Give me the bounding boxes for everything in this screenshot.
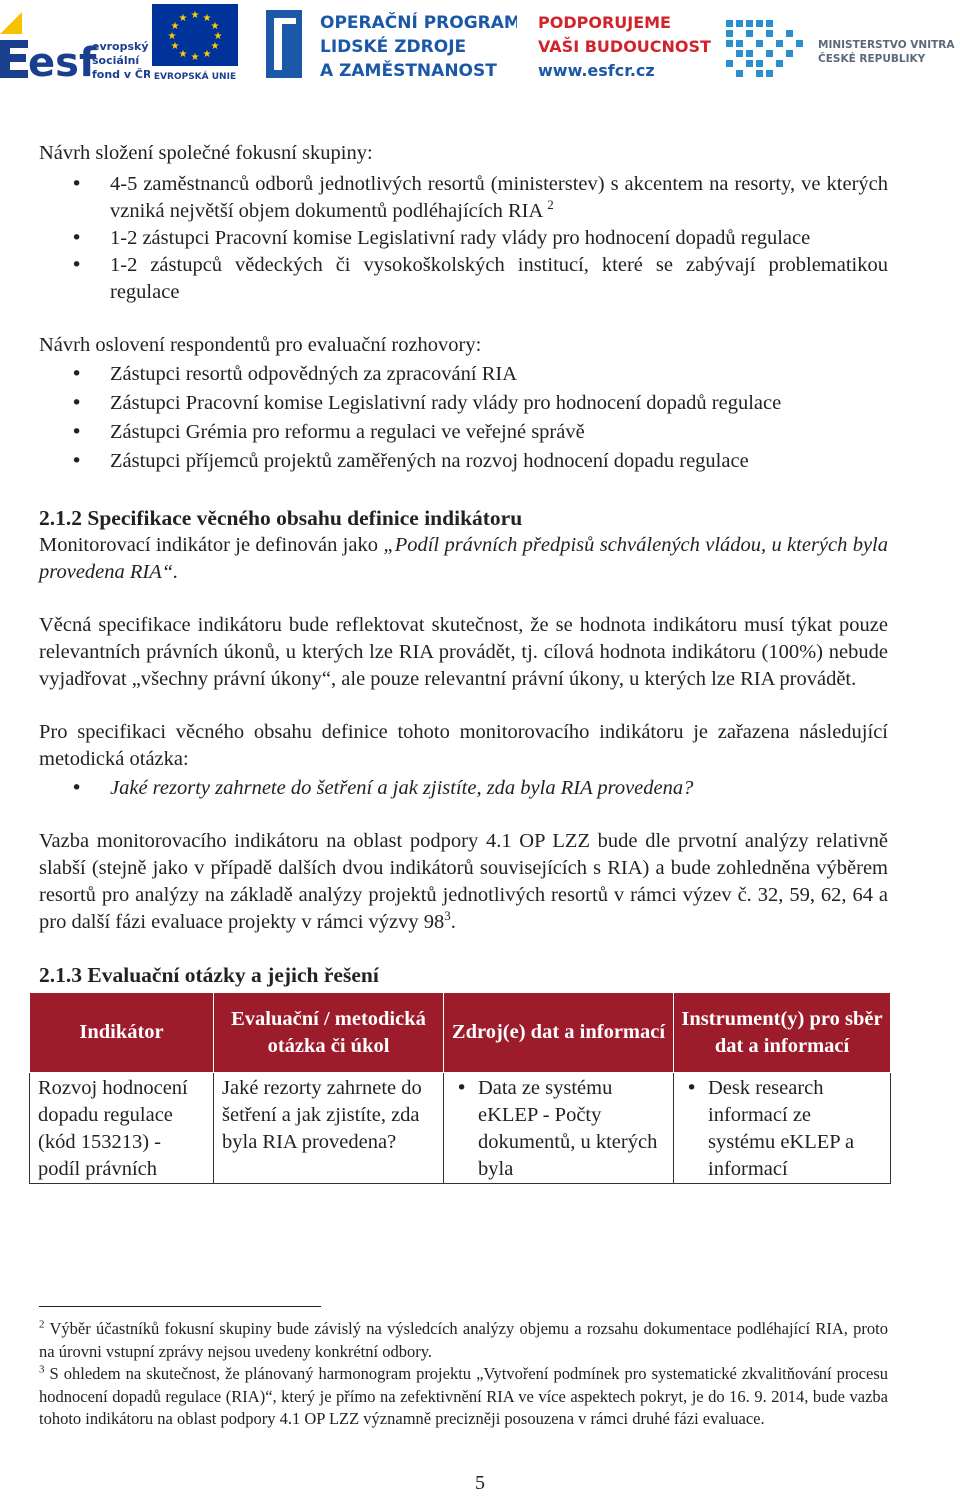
list-item: • Zástupci příjemců projektů zaměřených na rozvoj hodnocení dopadu regulace	[39, 448, 888, 475]
specification-paragraph: Věcná specifikace indikátoru bude reflektovat skutečnost, že se hodnota indikátoru musí týkat pouze relevantních právních úkonů, u kterých lze RIA provádět, tj. cílová hodnota indikátoru (100%) nebude vyjadřovat „všechny právní úkony“, ale pouze relevantní právní úkony, u kterých lze RIA provádět.	[39, 614, 888, 690]
footnotes	[39, 1318, 888, 1431]
header-logos	[0, 0, 960, 92]
svg-text:★: ★	[178, 49, 188, 60]
focus-group-list	[39, 171, 888, 306]
svg-text:★: ★	[210, 21, 220, 32]
svg-text:★: ★	[190, 52, 200, 63]
footnote-2-number: 2	[39, 1318, 45, 1331]
respondents-heading: Návrh oslovení respondentů pro evaluační rozhovory:	[39, 334, 482, 356]
footnote-separator	[39, 1306, 321, 1307]
ministry-graphic	[724, 14, 960, 84]
evaluation-table	[29, 992, 891, 1184]
svg-text:★: ★	[202, 13, 212, 24]
header-question: Evaluační / metodická otázka či úkol	[214, 993, 444, 1073]
op-lzz-graphic	[262, 4, 517, 84]
focus-item-1-text: 4-5 zaměstnanců odborů jednotlivých resortů (ministerstev) s akcentem na resorty, ve kterých vzniká největší objem dokumentů podléhajících RIA	[110, 173, 888, 222]
section-2-1-2-title: 2.1.2 Specifikace věcného obsahu definice indikátoru	[39, 506, 523, 530]
footnote-2	[39, 1318, 888, 1363]
eu-label: EVROPSKÁ UNIE	[153, 72, 237, 82]
list-item	[39, 225, 888, 252]
svg-text:★: ★	[190, 10, 200, 21]
cell-sources: • Data ze systému eKLEP - Počty dokumentů, u kterých byla	[444, 1073, 674, 1184]
eu-flag-icon	[152, 4, 240, 82]
table-header-row	[30, 993, 891, 1073]
svg-text:★: ★	[167, 31, 177, 42]
footnote-3-number: 3	[39, 1363, 45, 1376]
definition-text: „Podíl právních předpisů schválených vládou, u kterých byla provedena RIA“.	[39, 534, 888, 583]
ministry-line-2: ČESKÉ REPUBLIKY	[818, 53, 926, 65]
cell-indicator: Rozvoj hodnocení dopadu regulace (kód 153213) - podíl právních	[30, 1073, 214, 1184]
svg-text:★: ★	[213, 31, 223, 42]
definition-intro: Monitorovací indikátor je definován jako	[39, 534, 384, 556]
document-body	[39, 140, 888, 1184]
op-lzz-logo	[262, 4, 517, 84]
cell-instruments: • Desk research informací ze systému eKLEP a informací	[674, 1073, 891, 1184]
support-slogan-graphic	[536, 4, 716, 84]
svg-text:★: ★	[210, 41, 220, 52]
op-title-1: OPERAČNÍ PROGRAM	[320, 13, 517, 33]
cell-question: Jaké rezorty zahrnete do šetření a jak zjistíte, zda byla RIA provedena?	[214, 1073, 444, 1184]
op-title-2: LIDSKÉ ZDROJE	[320, 37, 467, 57]
focus-group-heading: Návrh složení společné fokusní skupiny:	[39, 142, 373, 164]
eu-flag-logo	[152, 4, 240, 82]
methodical-question-list	[39, 775, 888, 802]
support-line-1: PODPORUJEME	[538, 13, 671, 32]
list-item: • Jaké rezorty zahrnete do šetření a jak zjistíte, zda byla RIA provedena?	[39, 775, 888, 802]
footnote-3	[39, 1363, 888, 1431]
list-item	[39, 171, 888, 225]
section-2-1-3-title: 2.1.3 Evaluační otázky a jejich řešení	[39, 963, 379, 987]
ministry-logo	[724, 14, 960, 84]
linkage-paragraph	[39, 828, 888, 936]
list-item: • Zástupci Pracovní komise Legislativní rady vlády pro hodnocení dopadů regulace	[39, 390, 888, 417]
support-url: www.esfcr.cz	[538, 61, 655, 80]
op-title-3: A ZAMĚSTNANOST	[320, 61, 497, 81]
methodical-question-intro: Pro specifikaci věcného obsahu definice tohoto monitorovacího indikátoru je zařazena následující metodická otázka:	[39, 721, 888, 770]
respondents-list	[39, 361, 888, 475]
focus-item-2-text: 1-2 zástupci Pracovní komise Legislativní rady vlády pro hodnocení dopadů regulace	[110, 227, 811, 249]
linkage-end: .	[450, 911, 456, 933]
page-number: 5	[475, 1472, 485, 1494]
esf-logo-graphic	[0, 4, 150, 82]
esf-text-2: sociální	[92, 54, 140, 67]
footnote-3-text: S ohledem na skutečnost, že plánovaný harmonogram projektu „Vytvoření podmínek pro systematické zkvalitňování procesu hodnocení dopadů regulace (RIA)“, který je přímo na zefektivnění RIA ve více aspektech pokryt, je do 16. 9. 2014, bude vazba tohoto indikátoru na oblast podpory 4.1 OP LZZ významně precizněji posouzena v rámci druhé fázi evaluace.	[39, 1364, 888, 1428]
support-slogan	[536, 4, 716, 84]
list-item: • Zástupci resortů odpovědných za zpracování RIA	[39, 361, 888, 388]
svg-text:★: ★	[170, 41, 180, 52]
footnote-ref-2: 2	[547, 197, 554, 213]
table-row	[30, 1073, 891, 1184]
ministry-line-1: MINISTERSTVO VNITRA	[818, 39, 955, 51]
header-sources: Zdroj(e) dat a informací	[444, 993, 674, 1073]
footnote-ref-3: 3	[444, 908, 451, 924]
esf-mark: esf	[28, 40, 97, 82]
list-item	[39, 252, 888, 306]
focus-item-3-text: 1-2 zástupců vědeckých či vysokoškolských institucí, které se zabývají problematikou regulace	[110, 254, 888, 303]
linkage-text: Vazba monitorovacího indikátoru na oblast podpory 4.1 OP LZZ bude dle prvotní analýzy relativně slabší (stejně jako v případě dalších dvou indikátorů souvisejících s RIA) a bude zohledněna výběrem resortů pro analýzy na základě analýzy projektů jednotlivých resortů v rámci výzev č. 32, 59, 62, 64 a pro další fázi evaluace projekty v rámci výzvy 98	[39, 830, 888, 933]
list-item: • Zástupci Grémia pro reformu a regulaci ve veřejné správě	[39, 419, 888, 446]
esf-text-1: evropský	[92, 40, 149, 53]
svg-text:★: ★	[170, 21, 180, 32]
header-instruments: Instrument(y) pro sběr dat a informací	[674, 993, 891, 1073]
footnote-2-text: Výběr účastníků fokusní skupiny bude závislý na výsledcích analýzy objemu a rozsahu dokumentace podléhající RIA, proto na úrovni vstupní zprávy nejsou uvedeny konkrétní odbory.	[39, 1319, 888, 1361]
header-indicator: Indikátor	[30, 993, 214, 1073]
support-line-2: VAŠI BUDOUCNOST	[538, 37, 711, 56]
indicator-definition	[39, 532, 888, 586]
esf-logo	[0, 4, 150, 82]
esf-text-3: fond v ČR	[92, 68, 150, 81]
svg-text:★: ★	[178, 13, 188, 24]
svg-text:★: ★	[202, 49, 212, 60]
